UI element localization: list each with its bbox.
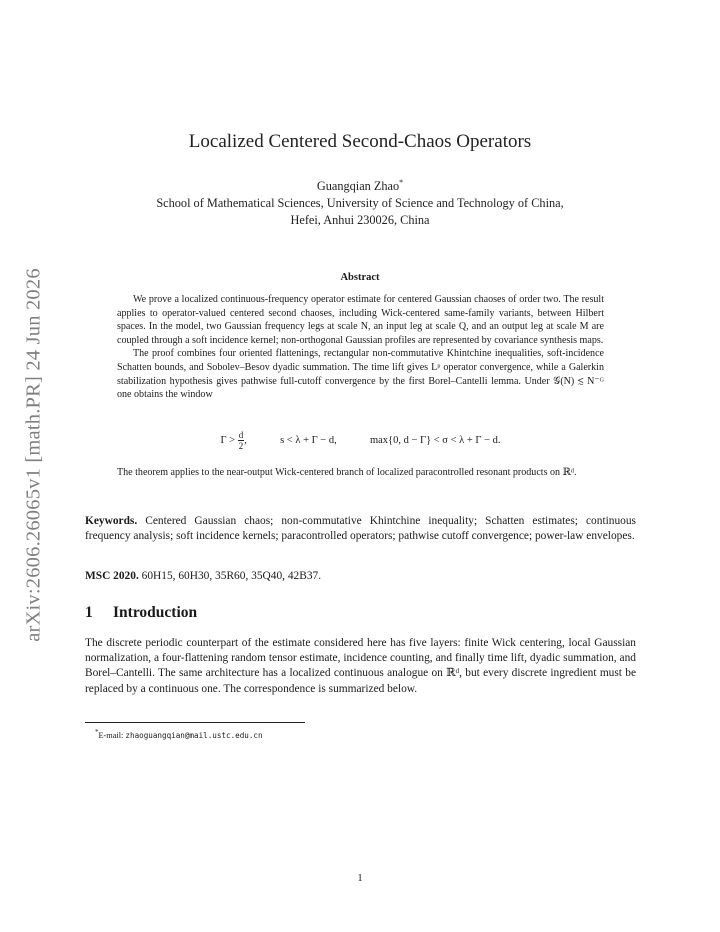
author-block <box>0 174 720 229</box>
display-equation-window <box>117 430 604 451</box>
section-heading-introduction <box>85 604 197 622</box>
eq-sigma-condition: max{0, d − Γ} < σ < λ + Γ − d. <box>369 434 501 446</box>
msc-text: 60H15, 60H30, 35R60, 35Q40, 42B37. <box>141 570 322 582</box>
eq-fraction-denominator: 2 <box>238 441 244 451</box>
abstract-body <box>117 293 604 402</box>
abstract-paragraph-2: The proof combines four oriented flattenings, rectangular non-commutative Khintchine inequalities, soft-incidence Schatten bounds, and Sobolev–Besov dyadic summation. The time lift gives Lᵖ operator convergence, while a Galerkin stabilization hypothesis gives pathwise full-cutoff convergence by the first Borel–Cantelli lemma. Under 𝒢(N) ≲ N⁻ᴳ one obtains the window <box>117 348 604 401</box>
author-affiliation-line2: Hefei, Anhui 230026, China <box>290 213 430 228</box>
eq-gamma-comma: , <box>244 434 247 446</box>
footnote-mark: * <box>95 729 99 736</box>
keywords-label: Keywords. <box>85 515 138 527</box>
section-number: 1 <box>85 604 93 621</box>
author-affiliation-line1: School of Mathematical Sciences, University of Science and Technology of China, <box>156 196 564 211</box>
introduction-paragraph: The discrete periodic counterpart of the estimate considered here has five layers: finite Wick centering, local Gaussian normalization, a four-flattening random tensor estimate, incidence counting, and finally time lift, dyadic summation, and Borel–Cantelli. The same architecture has a localized continuous analogue on ℝᵈ, but every discrete ingredient must be replaced by a continuous one. The correspondence is summarized below. <box>85 637 636 695</box>
abstract-heading: Abstract <box>340 272 380 283</box>
eq-fraction-numerator: d <box>238 430 244 440</box>
eq-s-condition: s < λ + Γ − d, <box>280 434 337 446</box>
abstract-paragraph-1: We prove a localized continuous-frequency operator estimate for centered Gaussian chaoses of order two. The result applies to operator-valued centered second chaoses, including Wick-centered same-family variants, between Hilbert spaces. In the model, two Gaussian frequency legs at scale N, an input leg at scale Q, and an output leg at scale M are coupled through a soft incidence kernel; non-orthogonal Gaussian profiles are represented by covariance synthesis maps. <box>117 294 604 346</box>
section-title: Introduction <box>113 604 198 621</box>
abstract-closing-paragraph: The theorem applies to the near-output Wick-centered branch of localized paracontrolled resonant products on ℝᵈ. <box>117 467 577 478</box>
footnote-label: E-mail: <box>98 730 126 740</box>
footnote-divider <box>85 722 305 723</box>
eq-gamma-lhs: Γ > <box>220 434 236 446</box>
author-email-link[interactable]: zhaoguangqian@mail.ustc.edu.cn <box>125 730 263 740</box>
page-number: 1 <box>357 873 363 884</box>
msc-classification <box>85 569 636 584</box>
paper-title: Localized Centered Second-Chaos Operators <box>188 131 532 152</box>
keywords-text: Centered Gaussian chaos; non-commutative Khintchine inequality; Schatten estimates; continuous frequency analysis; soft incidence kernels; paracontrolled operators; pathwise cutoff convergence; power-law envelopes. <box>85 515 636 543</box>
author-name: Guangqian Zhao* <box>316 178 404 194</box>
footnote-email <box>95 727 263 741</box>
arxiv-stamp-text: arXiv:2606.26065v1 [math.PR] 24 Jun 2026 <box>22 268 45 642</box>
msc-label: MSC 2020. <box>85 570 139 582</box>
keywords <box>85 514 636 544</box>
author-footnote-mark: * <box>399 178 404 187</box>
